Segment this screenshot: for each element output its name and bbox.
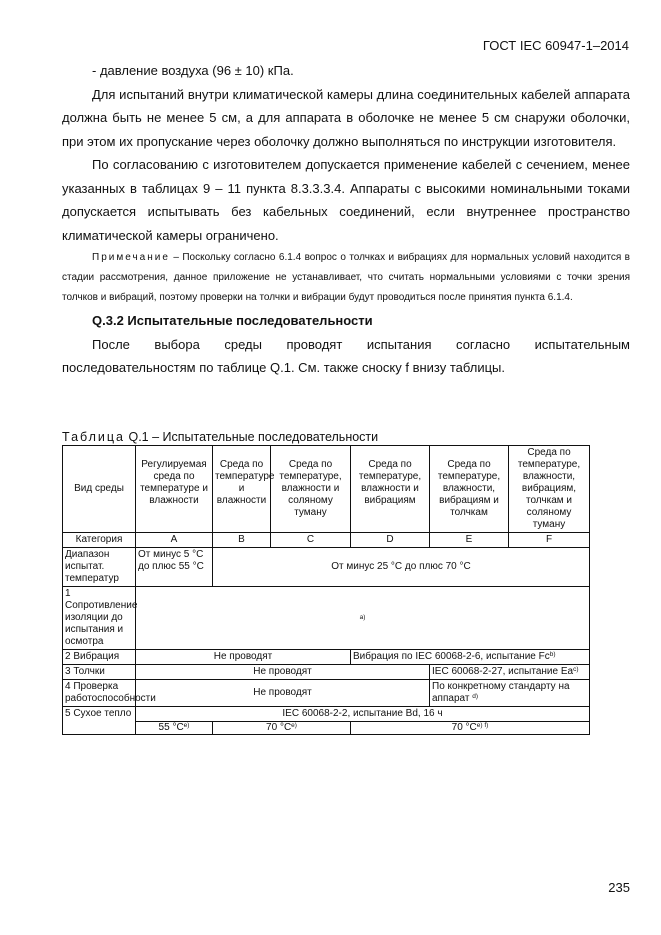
row1-note: a) xyxy=(136,587,590,650)
range-rest: От минус 25 °С до плюс 70 °С xyxy=(213,548,590,587)
row4-footnote: d) xyxy=(472,693,478,700)
table-row xyxy=(63,548,590,587)
row5-def xyxy=(351,722,590,735)
row2-footnote: b) xyxy=(549,651,556,658)
row5-bc xyxy=(213,722,351,735)
env-col-c: Среда по температуре, влажности и соляному туману xyxy=(271,446,351,533)
note-label: Примечание xyxy=(92,252,170,263)
table-caption xyxy=(62,430,378,444)
row5-def-footnote: e) f) xyxy=(476,722,489,729)
category-d: D xyxy=(351,533,430,548)
category-a: A xyxy=(136,533,213,548)
env-label: Вид среды xyxy=(63,446,136,533)
env-col-e: Среда по температуре, влажности, вибрациям и толчкам xyxy=(430,446,509,533)
row3-right xyxy=(430,665,590,680)
row3-right-text: IEC 60068-2-27, испытание Ea xyxy=(432,666,574,677)
note xyxy=(62,248,630,308)
row3-footnote: c) xyxy=(573,666,579,673)
env-col-a: Регулируемая среда по температуре и влажности xyxy=(136,446,213,533)
range-label: Диапазон испытат. температур xyxy=(63,548,136,587)
test-sequence-table xyxy=(62,445,590,735)
category-label: Категория xyxy=(63,533,136,548)
row4-label: 4 Проверка работоспособности xyxy=(63,680,136,707)
row5-top: IEC 60068-2-2, испытание Bd, 16 ч xyxy=(136,707,590,722)
category-f: F xyxy=(509,533,590,548)
row4-right xyxy=(430,680,590,707)
table-row xyxy=(63,650,590,665)
table-row xyxy=(63,533,590,548)
page-number: 235 xyxy=(608,880,630,895)
paragraph-cables: Для испытаний внутри климатической камеры длина соединительных кабелей аппарата должна быть не менее 5 см, а для аппарата в оболочке не менее 5 см снаружи оболочки, при этом их пропускание через оболочку должно выполняться по инструкции изготовителя. xyxy=(62,86,630,149)
row1-label: 1 Сопротивление изоляции до испытания и осмотра xyxy=(63,587,136,650)
table-row xyxy=(63,722,590,735)
table-row xyxy=(63,707,590,722)
paragraph-cable-section: По согласованию с изготовителем допускается применение кабелей с сечением, менее указанных в таблицах 9 – 11 пункта 8.3.3.3.4. Аппараты с высокими номинальными токами допускается испытывать без кабельных соединений, если внутреннее пространство климатической камеры ограничено. xyxy=(62,157,630,243)
row5-a xyxy=(136,722,213,735)
row2-label: 2 Вибрация xyxy=(63,650,136,665)
table-row xyxy=(63,680,590,707)
row5-def-text: 70 °С xyxy=(451,722,477,733)
row5-a-footnote: e) xyxy=(183,722,190,729)
row3-left: Не проводят xyxy=(136,665,430,680)
row2-right-text: Вибрация по IEC 60068-2-6, испытание Fc xyxy=(353,651,550,662)
row5-bc-footnote: e) xyxy=(291,722,297,729)
document-header: ГОСТ IEC 60947-1–2014 xyxy=(482,38,629,53)
row5-bc-text: 70 °С xyxy=(266,722,292,733)
row5-label: 5 Сухое тепло xyxy=(63,707,136,735)
row3-label: 3 Толчки xyxy=(63,665,136,680)
category-b: B xyxy=(213,533,271,548)
paragraph-air-pressure: - давление воздуха (96 ± 10) кПа. xyxy=(92,63,294,78)
env-col-d: Среда по температуре, влажности и вибрациям xyxy=(351,446,430,533)
row4-left: Не проводят xyxy=(136,680,430,707)
category-c: C xyxy=(271,533,351,548)
table-caption-label: Таблица xyxy=(62,430,126,444)
env-col-b: Среда по температуре и влажности xyxy=(213,446,271,533)
row5-a-text: 55 °С xyxy=(158,722,184,733)
row4-right-text: По конкретному стандарту на аппарат xyxy=(432,681,570,704)
range-a: От минус 5 °С до плюс 55 °С xyxy=(136,548,213,587)
table-caption-text: Q.1 – Испытательные последовательности xyxy=(125,430,379,444)
row2-right xyxy=(351,650,590,665)
body-text xyxy=(62,59,630,380)
category-e: E xyxy=(430,533,509,548)
table-row xyxy=(63,446,590,533)
table-row xyxy=(63,665,590,680)
paragraph-sequences: После выбора среды проводят испытания согласно испытательным последовательностям по таблице Q.1. См. также сноску f внизу таблицы. xyxy=(62,336,630,375)
env-col-f: Среда по температуре, влажности, вибрациям, толчкам и соляному туману xyxy=(509,446,590,533)
section-heading: Q.3.2 Испытательные последовательности xyxy=(92,313,373,328)
row2-left: Не проводят xyxy=(136,650,351,665)
note-text: – Поскольку согласно 6.1.4 вопрос о толчках и вибрациях для нормальных условий находится в стадии рассмотрения, данное приложение не устанавливает, что считать нормальными условиями с точки зрения толчков и вибраций, поэтому проверки на толчки и вибрации будут проводиться после принятия пункта 6.1.4. xyxy=(62,252,630,303)
table-row xyxy=(63,587,590,650)
